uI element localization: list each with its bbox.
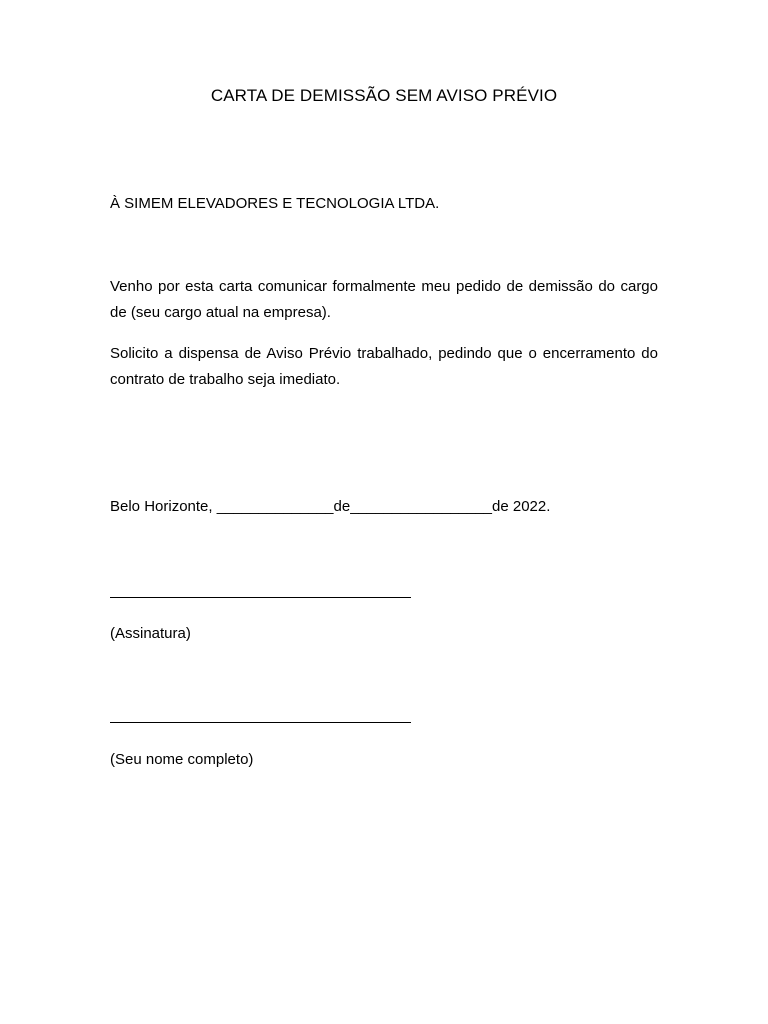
signature-label: (Assinatura) [110,625,191,642]
paragraph-resignation: Venho por esta carta comunicar formalmente meu pedido de demissão do cargo de (seu cargo atual na empresa). [110,278,658,321]
date-line: Belo Horizonte, ______________de_________________de 2022. [110,498,551,515]
full-name-label: (Seu nome completo) [110,751,254,768]
paragraph-notice-waiver: Solicito a dispensa de Aviso Prévio trabalhado, pedindo que o encerramento do contrato de trabalho seja imediato. [110,345,658,388]
name-line [110,722,411,723]
signature-line [110,597,411,598]
document-title: CARTA DE DEMISSÃO SEM AVISO PRÉVIO [210,86,558,105]
recipient-line: À SIMEM ELEVADORES E TECNOLOGIA LTDA. [110,195,440,212]
